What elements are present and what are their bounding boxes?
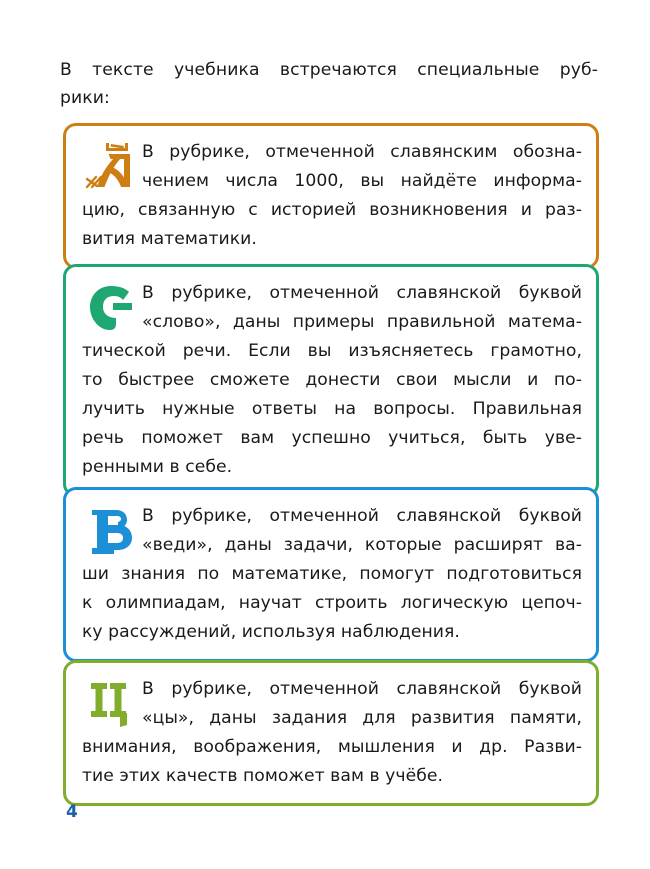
intro-paragraph <box>60 56 598 112</box>
rubric-line: В рубрике, отмеченной славянской буквой <box>142 506 582 526</box>
rubric-line: речь поможет вам успешно учиться, быть уве- <box>82 428 582 448</box>
rubric-line: ку рассуждений, используя наблюдения. <box>82 622 460 642</box>
rubric-box-az-text <box>82 138 582 196</box>
rubric-line: чением числа 1000, вы найдёте информа- <box>142 171 582 191</box>
rubric-box-tsy-content <box>66 663 596 803</box>
rubric-line: ши знания по математике, помогут подготовиться <box>82 564 582 584</box>
rubric-box-az-content <box>66 126 596 266</box>
rubric-line: вития математики. <box>82 229 257 249</box>
slavic-letter-tsy-icon <box>82 675 140 733</box>
intro-line-2: рики: <box>60 88 110 108</box>
rubric-line: «веди», даны задачи, которые расширят ва- <box>142 535 582 555</box>
slavic-letter-az-1000-icon <box>82 138 140 196</box>
rubric-line: тической речи. Если вы изъясняетесь грамотно, <box>82 341 582 361</box>
rubric-box-az-text-cont <box>82 196 582 254</box>
rubric-line: В рубрике, отмеченной славянской буквой <box>142 283 582 303</box>
rubric-line: то быстрее сможете донести свои мысли и по- <box>82 370 582 390</box>
slavic-letter-vedi-icon <box>82 502 140 560</box>
rubric-line: внимания, воображения, мышления и др. Разви- <box>82 737 582 757</box>
intro-line-1: В тексте учебника встречаются специальные руб- <box>60 60 598 80</box>
rubric-box-tsy-text <box>82 675 582 733</box>
rubric-line: лучить нужные ответы на вопросы. Правильная <box>82 399 582 419</box>
rubric-box-vedi-text-cont <box>82 560 582 647</box>
rubric-line: «слово», даны примеры правильной матема- <box>142 312 582 332</box>
rubric-line: В рубрике, отмеченной славянской буквой <box>142 679 582 699</box>
rubric-box-slovo-content <box>66 267 596 494</box>
rubric-line: цию, связанную с историей возникновения и раз- <box>82 200 582 220</box>
rubric-box-slovo-text-cont <box>82 337 582 482</box>
page-number: 4 <box>66 802 78 822</box>
rubric-box-slovo <box>63 264 599 497</box>
rubric-box-tsy-text-cont <box>82 733 582 791</box>
rubric-line: «цы», даны задания для развития памяти, <box>142 708 582 728</box>
rubric-line: к олимпиадам, научат строить логическую цепоч- <box>82 593 582 613</box>
slavic-letter-slovo-icon <box>82 279 140 337</box>
rubric-box-tsy <box>63 660 599 806</box>
rubric-box-slovo-text <box>82 279 582 337</box>
rubric-box-az <box>63 123 599 269</box>
rubric-box-vedi <box>63 487 599 662</box>
rubric-line: ренными в себе. <box>82 457 233 477</box>
rubric-box-vedi-content <box>66 490 596 659</box>
rubric-line: тие этих качеств поможет вам в учёбе. <box>82 766 444 786</box>
rubric-line: В рубрике, отмеченной славянским обозна- <box>142 142 582 162</box>
rubric-box-vedi-text <box>82 502 582 560</box>
